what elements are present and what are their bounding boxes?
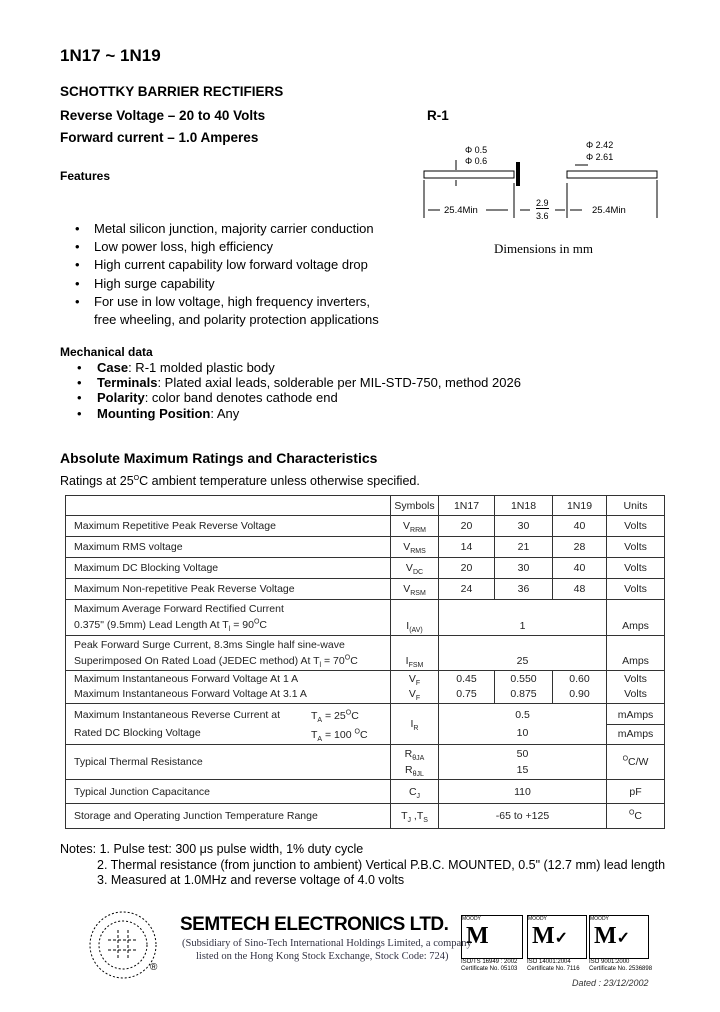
features-list [60,220,379,329]
ratings-note: Ratings at $25^OC$ ambient temperature unless otherwise specified. [60,474,420,488]
certifications [461,915,661,975]
company-subsidiary-line-2: listed on the Hong Kong Stock Exchange, Stock Code: 724) [196,951,449,962]
ratings-table [65,495,665,829]
feature-item: free wheeling, and polarity protection applications [94,312,379,328]
body-diameter-min: Φ 2.42 [586,140,614,150]
table-row: Typical Thermal Resistance $R_{\theta JA}$ $R_{\theta JL}$ 50 15 $^O$C/W [66,745,665,780]
body-diameter-max: Φ 2.61 [586,152,614,162]
ratings-heading: Absolute Maximum Ratings and Characteristics [60,450,378,466]
table-row: Maximum RMS voltage $V_{RMS}$ 14 21 28 Volts [66,537,665,558]
mechanical-list [60,360,521,421]
body-length-max: 3.6 [536,211,549,221]
dated: Dated : 23/12/2002 [572,978,649,988]
feature-item: • Low power loss, high efficiency [60,238,379,256]
body-length-min: 2.9 [536,198,549,208]
lead-diameter-max: Φ 0.6 [465,156,488,166]
lead-length-left: 25.4Min [444,205,478,216]
subtitle: SCHOTTKY BARRIER RECTIFIERS [60,84,284,99]
table-row: Typical Junction Capacitance $C_J$ 110 pF [66,780,665,804]
page-title: 1N17 ~ 1N19 [60,46,161,65]
feature-item: • High current capability low forward voltage drop [60,256,379,274]
table-header-row: Symbols 1N17 1N18 1N19 Units [66,496,665,516]
feature-item: • Metal silicon junction, majority carrier conduction [60,220,379,238]
feature-item: • High surge capability [60,275,379,293]
table-row: Storage and Operating Junction Temperature Range $T_J$ $,T_S$ -65 to +125 $^O$C [66,804,665,829]
cert-badge: MOODY M✓ [589,915,649,959]
mechanical-item: • Terminals: Plated axial leads, solderable per MIL-STD-750, method 2026 [60,375,521,390]
table-row: Maximum Average Forward Rectified Current 0.375" (9.5mm) Lead Length At $T_l = 90^OC$ $I_{(AV)}$ 1 Amps [66,600,665,636]
lead-length-right: 25.4Min [592,205,626,216]
company-name: SEMTECH ELECTRONICS LTD. [180,914,449,935]
mechanical-item: • Polarity: color band denotes cathode end [60,390,521,405]
feature-item: • For use in low voltage, high frequency inverters, [60,293,379,311]
mechanical-item: • Case: R-1 molded plastic body [60,360,521,375]
table-row: Maximum Instantaneous Forward Voltage At 1 A Maximum Instantaneous Forward Voltage At 3.1 A $V_F$ $V_F$ 0.45 0.75 0.550 0.875 0.60 0.90 Volts Volts [66,671,665,704]
company-subsidiary-line-1: (Subsidiary of Sino-Tech International Holdings Limited, a company [182,938,472,949]
table-row: Maximum Non-repetitive Peak Reverse Voltage $V_{RSM}$ 24 36 48 Volts [66,579,665,600]
table-row: Maximum Repetitive Peak Reverse Voltage $V_{RRM}$ 20 30 40 Volts [66,516,665,537]
table-row: Peak Forward Surge Current, 8.3ms Single half sine-wave Superimposed On Rated Load (JEDEC method) At $T_l = 70^OC$ $I_{FSM}$ 25 Amps [66,636,665,671]
cert-text: ISO 14001:2004 Certificate No. 7116 [527,959,580,972]
mechanical-item: • Mounting Position: Any [60,406,521,421]
cert-text: ISO/TS 16949 : 2002 Certificate No. 05103 [461,959,518,972]
note-1: Notes: 1. Pulse test: 300 μs pulse width, 1% duty cycle [60,842,364,856]
table-row: Maximum DC Blocking Voltage $V_{DC}$ 20 30 40 Volts [66,558,665,579]
lead-diameter-min: Φ 0.5 [465,145,488,155]
mechanical-heading: Mechanical data [60,345,153,359]
cert-text: ISO 9001:2000 Certificate No. 2536898 [589,959,653,972]
registered-mark: ® [150,962,158,973]
company-logo [88,910,158,980]
note-3: 3. Measured at 1.0MHz and reverse voltage of 4.0 volts [97,873,405,887]
note-2: 2. Thermal resistance (from junction to ambient) Vertical P.B.C. MOUNTED, 0.5" (12.7 mm) lead length [97,858,666,872]
forward-current: Forward current – 1.0 Amperes [60,130,259,145]
dimensions-caption: Dimensions in mm [494,241,593,256]
reverse-voltage: Reverse Voltage – 20 to 40 Volts [60,108,266,123]
cert-badge: MOODY M✓ [527,915,587,959]
cert-badge: MOODY M [461,915,523,959]
table-row: Maximum Instantaneous Reverse Current at Rated DC Blocking Voltage $T_A = 25^OC$ $T_A = 100$ $^O$C $I_R$ 0.5 10 mAmps mAmps [66,704,665,745]
package-label: R-1 [427,108,449,123]
features-heading: Features [60,169,111,183]
